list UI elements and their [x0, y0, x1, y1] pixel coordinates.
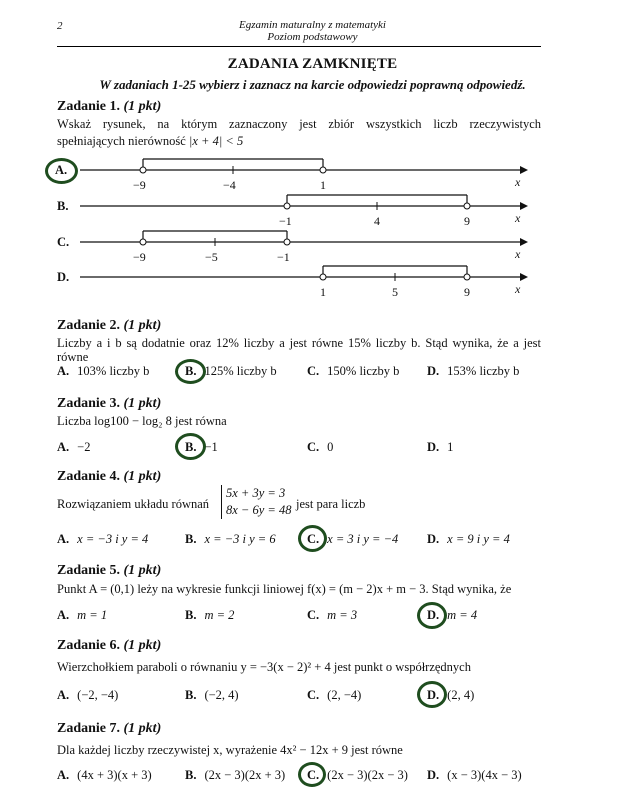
option-text: (2x − 3)(2x + 3) — [204, 768, 286, 782]
tick-label: −5 — [205, 250, 218, 264]
q2-option-d[interactable] — [427, 364, 519, 379]
q4-text-a: Rozwiązaniem układu równań — [57, 497, 210, 511]
open-endpoint — [284, 203, 290, 209]
q1-formula: |x + 4| < 5 — [188, 134, 244, 148]
q4-option-a[interactable] — [57, 532, 148, 547]
option-text: m = 3 — [327, 608, 358, 622]
option-letter: B. — [185, 532, 197, 546]
tick-label: 9 — [464, 285, 470, 299]
option-letter: B. — [185, 608, 197, 622]
selected-answer-circle — [417, 602, 447, 629]
axis-arrow — [520, 273, 528, 281]
q1-text-a: Wskaż rysunek, na którym zaznaczony jest zbiór wszystkich liczb rzeczywistych — [57, 117, 541, 131]
option-text: m = 4 — [447, 608, 478, 622]
q3-points: (1 pkt) — [123, 396, 162, 411]
q5-option-c[interactable] — [307, 608, 357, 623]
open-endpoint — [284, 239, 290, 245]
q1-option-b-letter: B. — [57, 199, 69, 213]
q7-heading — [57, 721, 161, 737]
option-text: 103% liczby b — [77, 364, 150, 378]
q5-title: Zadanie 5. — [57, 563, 121, 578]
option-letter: C. — [307, 532, 320, 546]
option-letter: D. — [427, 608, 440, 622]
q4-option-b[interactable] — [185, 532, 276, 547]
exam-title: Egzamin maturalny z matematyki — [239, 19, 386, 31]
option-text: x = −3 i y = 6 — [204, 532, 276, 546]
option-letter: A. — [57, 440, 70, 454]
option-text: 0 — [327, 440, 334, 454]
option-letter: A. — [57, 688, 70, 702]
option-letter: C. — [307, 440, 320, 454]
q5-option-a[interactable] — [57, 608, 107, 623]
q2-title: Zadanie 2. — [57, 318, 121, 333]
q1-title: Zadanie 1. — [57, 99, 121, 114]
option-text: x = −3 i y = 4 — [77, 532, 149, 546]
axis-arrow — [520, 166, 528, 174]
q5-text: Punkt A = (0,1) leży na wykresie funkcji liniowej f(x) = (m − 2)x + m − 3. Stąd wynika, że — [57, 582, 512, 596]
q1-points: (1 pkt) — [123, 99, 162, 114]
option-text: 125% liczby b — [204, 364, 277, 378]
option-letter: D. — [427, 768, 440, 782]
q6-points: (1 pkt) — [123, 638, 162, 653]
option-text: m = 1 — [77, 608, 108, 622]
option-text: x = 3 i y = −4 — [327, 532, 399, 546]
q4-points: (1 pkt) — [123, 469, 162, 484]
option-text: 1 — [447, 440, 454, 454]
q5-option-b[interactable] — [185, 608, 234, 623]
q6-option-b[interactable] — [185, 688, 239, 703]
number-line-b[interactable] — [80, 195, 528, 210]
tick-label: −9 — [133, 250, 146, 264]
q6-option-a[interactable] — [57, 688, 118, 703]
q4-option-d[interactable] — [427, 532, 510, 547]
selected-answer-circle — [175, 359, 206, 384]
option-letter: D. — [427, 364, 440, 378]
q4-eq2: 8x − 6y = 48 — [226, 503, 292, 517]
q7-option-d[interactable] — [427, 768, 522, 783]
selected-answer-circle — [298, 762, 326, 787]
option-text: −1 — [204, 440, 218, 454]
q2-text-a: Liczby a i b są dodatnie oraz 12% liczby a jest równe 15% liczby b. Stąd wynika, że a jest — [57, 336, 541, 350]
option-letter: C. — [307, 768, 320, 782]
option-text: m = 2 — [204, 608, 235, 622]
q3-heading — [57, 396, 161, 412]
selected-answer-circle — [298, 525, 327, 552]
q6-text: Wierzchołkiem paraboli o równaniu y = −3(x − 2)² + 4 jest punkt o współrzędnych — [57, 660, 471, 674]
q1-option-a-letter: A. — [55, 163, 68, 177]
option-text: (2x − 3)(2x − 3) — [327, 768, 408, 782]
q2-heading — [57, 318, 161, 334]
q6-option-c[interactable] — [307, 688, 361, 703]
axis-arrow — [520, 238, 528, 246]
number-line-c[interactable] — [80, 231, 528, 246]
q2-text-b: równe — [57, 350, 89, 364]
axis-var-label: x — [515, 211, 521, 225]
option-letter: B. — [185, 440, 197, 454]
option-letter: B. — [185, 688, 197, 702]
option-letter: D. — [427, 532, 440, 546]
q1-option-c-letter: C. — [57, 235, 70, 249]
option-letter: A. — [57, 532, 70, 546]
q7-title: Zadanie 7. — [57, 721, 121, 736]
q1-text-b: spełniających nierówność — [57, 134, 186, 148]
option-letter: B. — [185, 364, 197, 378]
q3-text: Liczba log100 − log₂ 8 jest równa — [57, 414, 227, 428]
option-letter: A. — [57, 364, 70, 378]
open-endpoint — [140, 239, 146, 245]
open-endpoint — [320, 167, 326, 173]
option-text: (−2, 4) — [204, 688, 239, 702]
q2-option-a[interactable] — [57, 364, 149, 379]
q5-heading — [57, 563, 161, 579]
exam-level: Poziom podstawowy — [267, 31, 358, 43]
tick-label: −9 — [133, 178, 146, 192]
option-letter: D. — [427, 688, 440, 702]
number-line-a[interactable] — [80, 159, 528, 174]
axis-var-label: x — [515, 175, 521, 189]
tick-label: −1 — [277, 250, 290, 264]
q7-points: (1 pkt) — [123, 721, 162, 736]
tick-label: 4 — [374, 214, 380, 228]
tick-label: 1 — [320, 285, 326, 299]
tick-label: −4 — [223, 178, 236, 192]
open-endpoint — [464, 203, 470, 209]
open-endpoint — [320, 274, 326, 280]
q3-option-a[interactable] — [57, 440, 90, 455]
q3-option-d[interactable] — [427, 440, 453, 455]
selected-answer-circle — [175, 433, 206, 460]
axis-arrow — [520, 202, 528, 210]
option-letter: C. — [307, 688, 320, 702]
q2-points: (1 pkt) — [123, 318, 162, 333]
option-letter: D. — [427, 440, 440, 454]
option-text: −2 — [77, 440, 91, 454]
tick-label: −1 — [279, 214, 292, 228]
q5-points: (1 pkt) — [123, 563, 162, 578]
q3-title: Zadanie 3. — [57, 396, 121, 411]
section-title: ZADANIA ZAMKNIĘTE — [227, 56, 398, 72]
page-number: 2 — [57, 20, 63, 32]
option-text: 150% liczby b — [327, 364, 400, 378]
q4-eq1: 5x + 3y = 3 — [226, 486, 286, 500]
option-letter: A. — [57, 608, 70, 622]
q7-text: Dla każdej liczby rzeczywistej x, wyrażenie 4x² − 12x + 9 jest równe — [57, 743, 403, 757]
q1-option-d-letter: D. — [57, 270, 70, 284]
tick-label: 1 — [320, 178, 326, 192]
q4-title: Zadanie 4. — [57, 469, 121, 484]
axis-var-label: x — [515, 282, 521, 296]
q6-heading — [57, 638, 161, 654]
option-text: (2, 4) — [447, 688, 475, 702]
q4-heading — [57, 469, 161, 485]
section-instructions: W zadaniach 1-25 wybierz i zaznacz na karcie odpowiedzi poprawną odpowiedź. — [99, 77, 526, 92]
tick-label: 5 — [392, 285, 398, 299]
tick-label: 9 — [464, 214, 470, 228]
option-letter: C. — [307, 608, 320, 622]
number-line-d[interactable] — [80, 266, 528, 281]
selected-answer-circle — [45, 158, 78, 184]
open-endpoint — [464, 274, 470, 280]
option-text: 153% liczby b — [447, 364, 520, 378]
option-text: (x − 3)(4x − 3) — [447, 768, 522, 782]
option-text: (2, −4) — [327, 688, 362, 702]
q7-option-a[interactable] — [57, 768, 152, 783]
q4-text-b: jest para liczb — [296, 497, 366, 511]
option-letter: A. — [57, 768, 70, 782]
option-letter: B. — [185, 768, 197, 782]
option-text: x = 9 i y = 4 — [447, 532, 510, 546]
selected-answer-circle — [417, 681, 447, 708]
open-endpoint — [140, 167, 146, 173]
q2-option-c[interactable] — [307, 364, 399, 379]
q6-title: Zadanie 6. — [57, 638, 121, 653]
option-text: (−2, −4) — [77, 688, 119, 702]
option-letter: C. — [307, 364, 320, 378]
q3-option-c[interactable] — [307, 440, 333, 455]
q7-option-b[interactable] — [185, 768, 285, 783]
q4-equation-system — [221, 485, 291, 519]
option-text: (4x + 3)(x + 3) — [77, 768, 152, 782]
axis-var-label: x — [515, 247, 521, 261]
